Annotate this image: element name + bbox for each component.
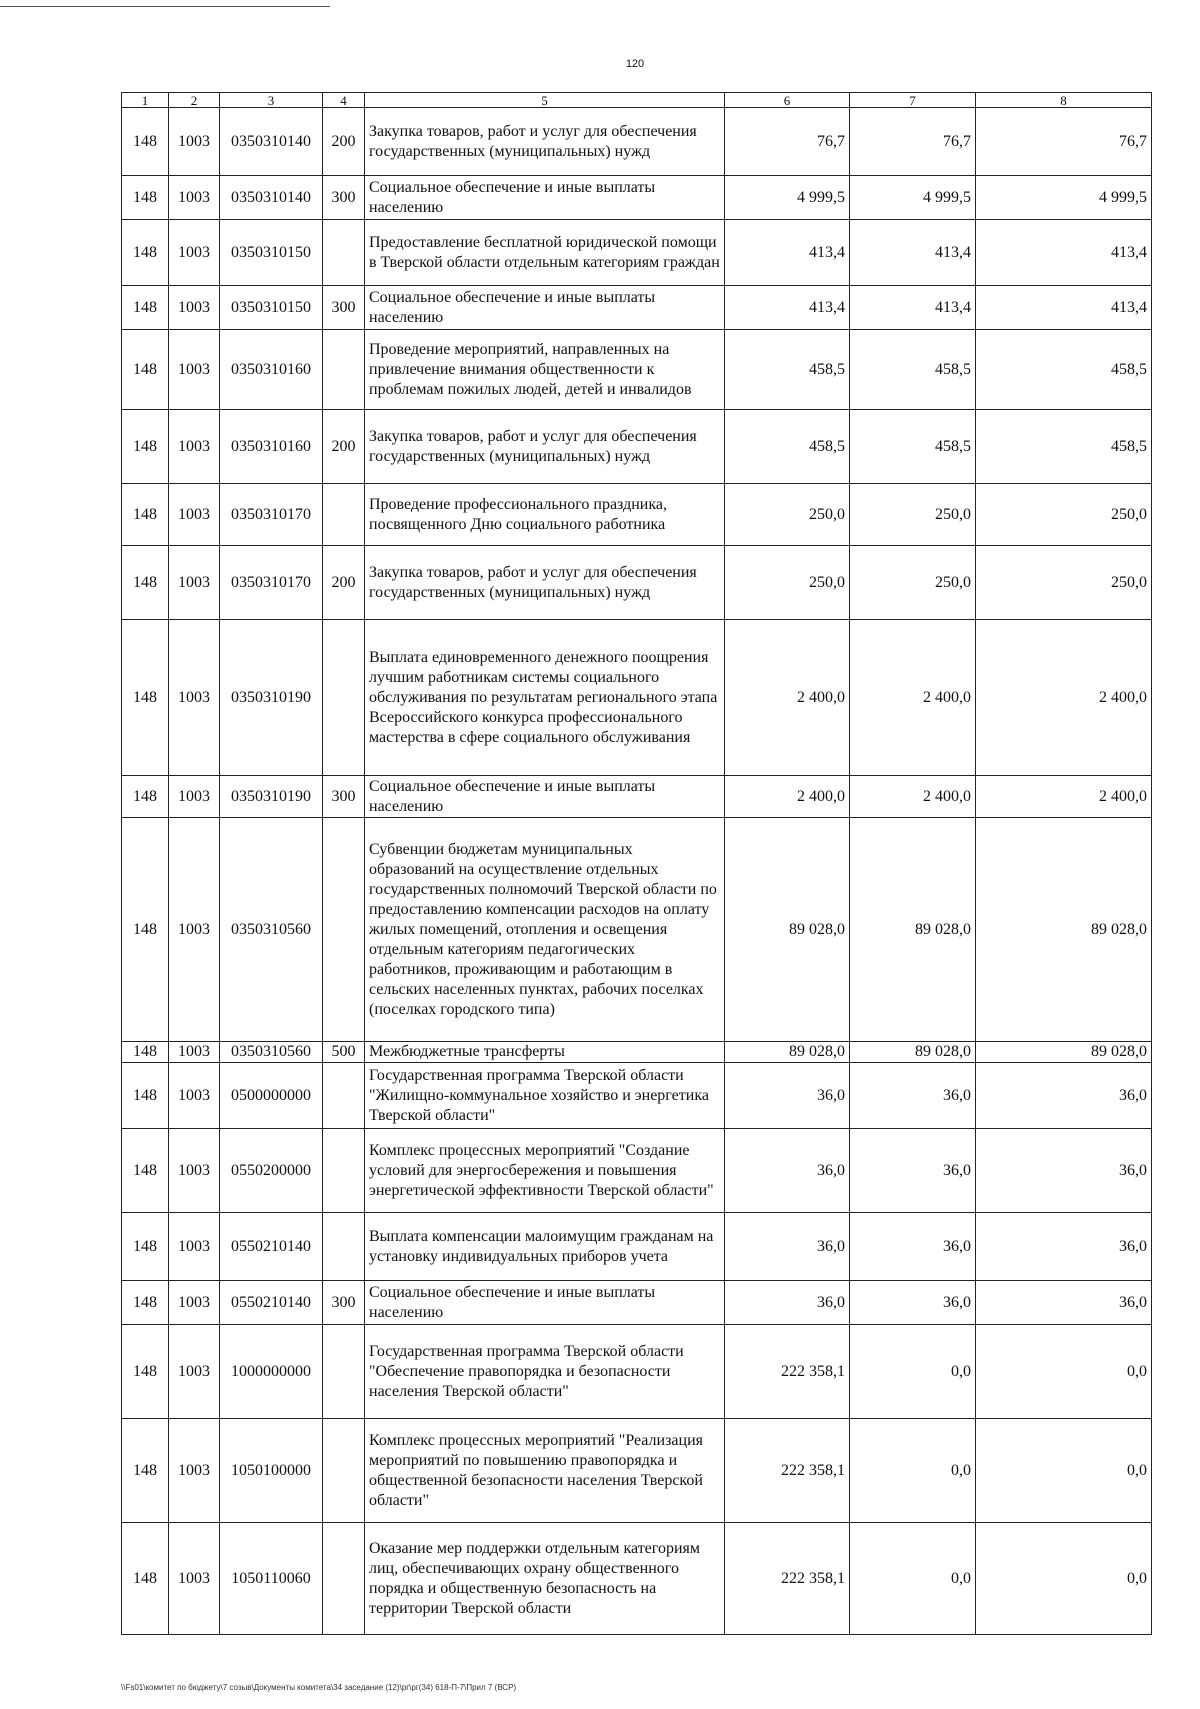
cell-amount-7: 89 028,0: [850, 1042, 976, 1063]
cell-amount-7: 36,0: [850, 1063, 976, 1129]
col-header: 2: [169, 93, 220, 108]
table-row: [122, 1042, 1152, 1063]
cell-amount-7: 2 400,0: [850, 620, 976, 776]
cell-admin: 148: [122, 220, 169, 286]
cell-target: 0350310150: [220, 220, 323, 286]
cell-amount-6: 222 358,1: [725, 1325, 850, 1419]
cell-target: 0550210140: [220, 1213, 323, 1281]
cell-target: 1000000000: [220, 1325, 323, 1419]
cell-amount-8: 0,0: [976, 1325, 1152, 1419]
cell-admin: 148: [122, 410, 169, 484]
cell-section: 1003: [169, 1042, 220, 1063]
cell-description: Комплекс процессных мероприятий "Создание условий для энергосбережения и повышения энергетической эффективности Тверской области": [365, 1129, 725, 1213]
table-row: [122, 108, 1152, 176]
cell-amount-8: 0,0: [976, 1523, 1152, 1635]
cell-amount-8: 36,0: [976, 1213, 1152, 1281]
cell-section: 1003: [169, 1325, 220, 1419]
cell-amount-7: 458,5: [850, 330, 976, 410]
cell-expense-type: [323, 1523, 365, 1635]
cell-target: 0350310150: [220, 286, 323, 330]
cell-expense-type: [323, 220, 365, 286]
table-row: [122, 330, 1152, 410]
cell-admin: 148: [122, 286, 169, 330]
cell-amount-6: 458,5: [725, 410, 850, 484]
cell-expense-type: 500: [323, 1042, 365, 1063]
cell-target: 0350310160: [220, 410, 323, 484]
cell-admin: 148: [122, 108, 169, 176]
cell-admin: 148: [122, 1281, 169, 1325]
cell-description: Выплата единовременного денежного поощрения лучшим работникам системы социального обслуживания по результатам регионального этапа Всероссийского конкурса профессионального мастерства в сфере социального обслуживания: [365, 620, 725, 776]
cell-description: Социальное обеспечение и иные выплаты населению: [365, 176, 725, 220]
table-row: [122, 546, 1152, 620]
col-header: 5: [365, 93, 725, 108]
cell-amount-8: 36,0: [976, 1281, 1152, 1325]
cell-amount-6: 4 999,5: [725, 176, 850, 220]
header-row: [122, 93, 1152, 108]
cell-amount-6: 250,0: [725, 546, 850, 620]
table-row: [122, 1523, 1152, 1635]
cell-admin: 148: [122, 546, 169, 620]
cell-description: Закупка товаров, работ и услуг для обеспечения государственных (муниципальных) нужд: [365, 108, 725, 176]
cell-amount-7: 458,5: [850, 410, 976, 484]
cell-section: 1003: [169, 286, 220, 330]
cell-description: Закупка товаров, работ и услуг для обеспечения государственных (муниципальных) нужд: [365, 546, 725, 620]
cell-target: 0350310160: [220, 330, 323, 410]
cell-expense-type: 200: [323, 108, 365, 176]
col-header: 7: [850, 93, 976, 108]
cell-amount-6: 222 358,1: [725, 1523, 850, 1635]
cell-amount-6: 76,7: [725, 108, 850, 176]
cell-amount-8: 89 028,0: [976, 818, 1152, 1042]
table-row: [122, 620, 1152, 776]
cell-admin: 148: [122, 1213, 169, 1281]
cell-amount-6: 36,0: [725, 1213, 850, 1281]
cell-amount-7: 4 999,5: [850, 176, 976, 220]
cell-amount-6: 222 358,1: [725, 1419, 850, 1523]
table-row: [122, 220, 1152, 286]
table-row: [122, 484, 1152, 546]
top-rule: [0, 6, 330, 7]
cell-amount-6: 458,5: [725, 330, 850, 410]
cell-amount-7: 0,0: [850, 1325, 976, 1419]
cell-admin: 148: [122, 1523, 169, 1635]
cell-amount-6: 413,4: [725, 286, 850, 330]
cell-section: 1003: [169, 410, 220, 484]
cell-admin: 148: [122, 776, 169, 818]
cell-target: 0350310140: [220, 176, 323, 220]
cell-description: Проведение профессионального праздника, посвященного Дню социального работника: [365, 484, 725, 546]
budget-table: [121, 92, 1152, 1635]
cell-amount-7: 413,4: [850, 286, 976, 330]
cell-target: 1050100000: [220, 1419, 323, 1523]
cell-amount-7: 36,0: [850, 1129, 976, 1213]
cell-amount-8: 36,0: [976, 1063, 1152, 1129]
cell-amount-8: 458,5: [976, 410, 1152, 484]
cell-amount-6: 413,4: [725, 220, 850, 286]
table-row: [122, 1325, 1152, 1419]
cell-admin: 148: [122, 1419, 169, 1523]
cell-expense-type: 300: [323, 176, 365, 220]
cell-expense-type: [323, 1213, 365, 1281]
cell-admin: 148: [122, 1129, 169, 1213]
cell-amount-7: 2 400,0: [850, 776, 976, 818]
table-row: [122, 1063, 1152, 1129]
cell-section: 1003: [169, 1281, 220, 1325]
table-row: [122, 1419, 1152, 1523]
cell-target: 0500000000: [220, 1063, 323, 1129]
file-path-footer: \\Fs01\комитет по бюджету\7 созыв\Документы комитета\34 заседание (12)\рг\рг(34) 618-П-7\Прил 7 (ВСР): [121, 1683, 517, 1692]
cell-expense-type: [323, 818, 365, 1042]
cell-amount-8: 413,4: [976, 286, 1152, 330]
cell-section: 1003: [169, 330, 220, 410]
cell-section: 1003: [169, 818, 220, 1042]
table-row: [122, 776, 1152, 818]
cell-target: 0550210140: [220, 1281, 323, 1325]
cell-expense-type: 300: [323, 286, 365, 330]
table-row: [122, 1281, 1152, 1325]
cell-amount-6: 36,0: [725, 1129, 850, 1213]
cell-expense-type: [323, 1419, 365, 1523]
cell-admin: 148: [122, 484, 169, 546]
table-row: [122, 1213, 1152, 1281]
cell-description: Межбюджетные трансферты: [365, 1042, 725, 1063]
cell-section: 1003: [169, 776, 220, 818]
cell-amount-8: 413,4: [976, 220, 1152, 286]
cell-amount-8: 4 999,5: [976, 176, 1152, 220]
cell-amount-7: 0,0: [850, 1523, 976, 1635]
cell-amount-6: 36,0: [725, 1281, 850, 1325]
cell-amount-7: 250,0: [850, 484, 976, 546]
cell-admin: 148: [122, 620, 169, 776]
cell-amount-6: 36,0: [725, 1063, 850, 1129]
table-row: [122, 410, 1152, 484]
cell-target: 0350310190: [220, 776, 323, 818]
cell-description: Оказание мер поддержки отдельным категориям лиц, обеспечивающих охрану общественного порядка и общественную безопасность на территории Тверской области: [365, 1523, 725, 1635]
cell-amount-8: 89 028,0: [976, 1042, 1152, 1063]
cell-amount-8: 250,0: [976, 484, 1152, 546]
cell-expense-type: 300: [323, 1281, 365, 1325]
cell-description: Предоставление бесплатной юридической помощи в Тверской области отдельным категориям граждан: [365, 220, 725, 286]
cell-expense-type: [323, 1063, 365, 1129]
table-row: [122, 286, 1152, 330]
cell-section: 1003: [169, 484, 220, 546]
cell-amount-7: 413,4: [850, 220, 976, 286]
cell-target: 0350310560: [220, 818, 323, 1042]
col-header: 8: [976, 93, 1152, 108]
page-number: 120: [625, 58, 645, 70]
cell-amount-8: 2 400,0: [976, 620, 1152, 776]
cell-description: Социальное обеспечение и иные выплаты населению: [365, 1281, 725, 1325]
cell-admin: 148: [122, 818, 169, 1042]
cell-amount-7: 250,0: [850, 546, 976, 620]
cell-description: Социальное обеспечение и иные выплаты населению: [365, 776, 725, 818]
cell-section: 1003: [169, 1063, 220, 1129]
cell-description: Закупка товаров, работ и услуг для обеспечения государственных (муниципальных) нужд: [365, 410, 725, 484]
cell-admin: 148: [122, 1063, 169, 1129]
table-row: [122, 176, 1152, 220]
cell-description: Государственная программа Тверской области "Обеспечение правопорядка и безопасности населения Тверской области": [365, 1325, 725, 1419]
cell-amount-6: 250,0: [725, 484, 850, 546]
cell-amount-7: 36,0: [850, 1281, 976, 1325]
cell-expense-type: 300: [323, 776, 365, 818]
cell-section: 1003: [169, 220, 220, 286]
cell-admin: 148: [122, 330, 169, 410]
cell-amount-8: 250,0: [976, 546, 1152, 620]
cell-expense-type: [323, 1129, 365, 1213]
cell-target: 0350310170: [220, 484, 323, 546]
cell-amount-6: 2 400,0: [725, 620, 850, 776]
cell-target: 0350310560: [220, 1042, 323, 1063]
col-header: 1: [122, 93, 169, 108]
cell-amount-8: 0,0: [976, 1419, 1152, 1523]
cell-admin: 148: [122, 1042, 169, 1063]
cell-description: Выплата компенсации малоимущим гражданам на установку индивидуальных приборов учета: [365, 1213, 725, 1281]
table-row: [122, 818, 1152, 1042]
cell-amount-8: 36,0: [976, 1129, 1152, 1213]
cell-expense-type: [323, 330, 365, 410]
cell-description: Государственная программа Тверской области "Жилищно-коммунальное хозяйство и энергетика Тверской области": [365, 1063, 725, 1129]
table-row: [122, 1129, 1152, 1213]
cell-expense-type: [323, 484, 365, 546]
cell-target: 0550200000: [220, 1129, 323, 1213]
cell-section: 1003: [169, 1419, 220, 1523]
cell-section: 1003: [169, 620, 220, 776]
cell-section: 1003: [169, 1129, 220, 1213]
cell-admin: 148: [122, 1325, 169, 1419]
cell-description: Субвенции бюджетам муниципальных образований на осуществление отдельных государственных полномочий Тверской области по предоставлению компенсации расходов на оплату жилых помещений, отопления и освещения отдельным категориям педагогических работников, проживающим и работающим в сельских населенных пунктах, рабочих поселках (поселках городского типа): [365, 818, 725, 1042]
cell-description: Проведение мероприятий, направленных на привлечение внимания общественности к проблемам пожилых людей, детей и инвалидов: [365, 330, 725, 410]
cell-amount-7: 0,0: [850, 1419, 976, 1523]
cell-description: Комплекс процессных мероприятий "Реализация мероприятий по повышению правопорядка и общественной безопасности населения Тверской области": [365, 1419, 725, 1523]
cell-amount-8: 2 400,0: [976, 776, 1152, 818]
cell-target: 0350310190: [220, 620, 323, 776]
cell-admin: 148: [122, 176, 169, 220]
cell-expense-type: [323, 1325, 365, 1419]
col-header: 4: [323, 93, 365, 108]
col-header: 6: [725, 93, 850, 108]
cell-amount-7: 89 028,0: [850, 818, 976, 1042]
cell-expense-type: 200: [323, 410, 365, 484]
cell-amount-6: 89 028,0: [725, 818, 850, 1042]
cell-amount-8: 458,5: [976, 330, 1152, 410]
cell-expense-type: [323, 620, 365, 776]
cell-amount-6: 2 400,0: [725, 776, 850, 818]
cell-description: Социальное обеспечение и иные выплаты населению: [365, 286, 725, 330]
cell-target: 0350310170: [220, 546, 323, 620]
cell-amount-7: 36,0: [850, 1213, 976, 1281]
cell-target: 0350310140: [220, 108, 323, 176]
cell-amount-6: 89 028,0: [725, 1042, 850, 1063]
cell-expense-type: 200: [323, 546, 365, 620]
cell-section: 1003: [169, 108, 220, 176]
cell-section: 1003: [169, 1213, 220, 1281]
cell-section: 1003: [169, 176, 220, 220]
col-header: 3: [220, 93, 323, 108]
cell-section: 1003: [169, 546, 220, 620]
cell-section: 1003: [169, 1523, 220, 1635]
cell-target: 1050110060: [220, 1523, 323, 1635]
cell-amount-7: 76,7: [850, 108, 976, 176]
cell-amount-8: 76,7: [976, 108, 1152, 176]
